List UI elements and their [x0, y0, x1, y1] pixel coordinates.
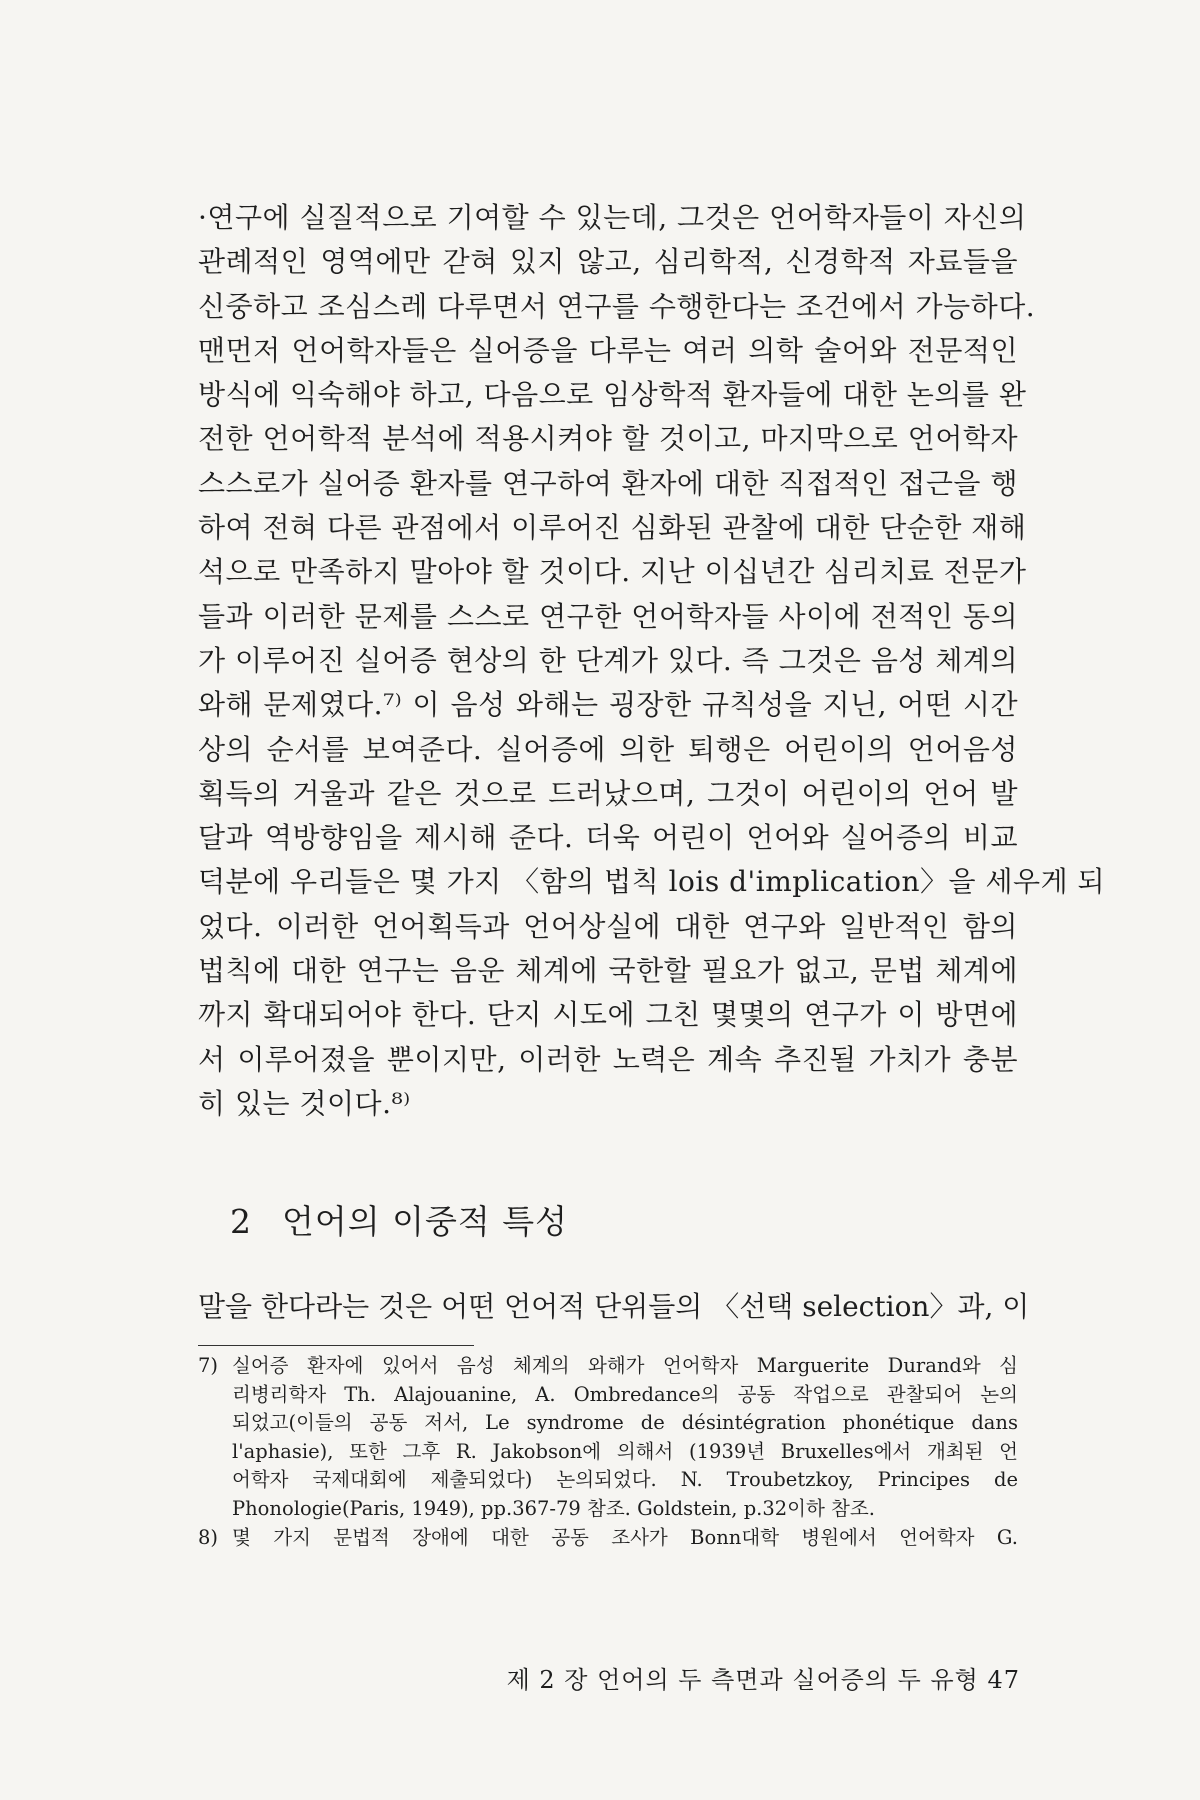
footnote-number: 8): [198, 1525, 219, 1549]
text-line: 달과 역방향임을 제시해 준다. 더욱 어린이 언어와 실어증의 비교: [198, 821, 1018, 855]
text-line: 까지 확대되어야 한다. 단지 시도에 그친 몇몇의 연구가 이 방면에: [198, 998, 1018, 1032]
text-line: ·연구에 실질적으로 기여할 수 있는데, 그것은 언어학자들이 자신의: [198, 201, 1027, 234]
footnote-line: Phonologie(Paris, 1949), pp.367-79 참조. Goldstein, p.32이하 참조.: [232, 1496, 875, 1520]
text-line: 맨먼저 언어학자들은 실어증을 다루는 여러 의학 술어와 전문적인: [198, 333, 1018, 367]
text-line: 들과 이러한 문제를 스스로 연구한 언어학자들 사이에 전적인 동의: [198, 599, 1018, 633]
text-line: 하여 전혀 다른 관점에서 이루어진 심화된 관찰에 대한 단순한 재해: [198, 511, 1027, 545]
footnote-line: 리병리학자 Th. Alajouanine, A. Ombredance의 공동 작업으로 관찰되어 논의: [232, 1382, 1018, 1406]
footnote-line: 어학자 국제대회에 제출되었다) 논의되었다. N. Troubetzkoy, Principes de: [232, 1468, 1018, 1492]
text-line: 석으로 만족하지 말아야 할 것이다. 지난 이십년간 심리치료 전문가: [198, 555, 1027, 589]
text-line: 가 이루어진 실어증 현상의 한 단계가 있다. 즉 그것은 음성 체계의: [198, 643, 1018, 677]
footnote-7: [198, 1352, 1018, 1524]
footnote-divider: [198, 1345, 474, 1346]
text-line: 스스로가 실어증 환자를 연구하여 환자에 대한 직접적인 접근을 행: [198, 466, 1018, 500]
text-line: 와해 문제였다.⁷⁾ 이 음성 와해는 굉장한 규칙성을 지닌, 어떤 시간: [198, 688, 1018, 722]
section-first-line: 말을 한다라는 것은 어떤 언어적 단위들의 〈선택 selection〉과, 이: [198, 1290, 1030, 1323]
text-line: 신중하고 조심스레 다루면서 연구를 수행한다는 조건에서 가능하다.: [198, 289, 1036, 323]
footnote-8: [198, 1524, 1018, 1553]
footnote-line: 되었고(이들의 공동 저서, Le syndrome de désintégration phonétique dans: [232, 1411, 1018, 1435]
running-footer: 제 2 장 언어의 두 측면과 실어증의 두 유형 47: [506, 1666, 1020, 1694]
text-line: 었다. 이러한 언어획득과 언어상실에 대한 연구와 일반적인 함의: [198, 909, 1018, 943]
text-line: 관례적인 영역에만 갇혀 있지 않고, 심리학적, 신경학적 자료들을: [198, 245, 1018, 279]
text-line: 획득의 거울과 같은 것으로 드러났으며, 그것이 어린이의 언어 발: [198, 776, 1018, 810]
section-title: 언어의 이중적 특성: [282, 1202, 569, 1241]
footnotes: [198, 1352, 1018, 1552]
text-line: 법칙에 대한 연구는 음운 체계에 국한할 필요가 없고, 문법 체계에: [198, 954, 1018, 988]
text-line: 덕분에 우리들은 몇 가지 〈함의 법칙 lois d'implication〉을 세우게 되: [198, 865, 1106, 899]
text-line: 히 있는 것이다.⁸⁾: [198, 1086, 411, 1120]
footnote-line: 8) 몇 가지 문법적 장애에 대한 공동 조사가 Bonn대학 병원에서 언어학자 G.: [198, 1524, 1018, 1553]
footnote-line: 7) 실어증 환자에 있어서 음성 체계의 와해가 언어학자 Marguerite Durand와 심: [198, 1352, 1018, 1381]
footnote-line: l'aphasie), 또한 그후 R. Jakobson에 의해서 (1939년 Bruxelles에서 개최된 언: [232, 1439, 1018, 1463]
text-line: 서 이루어졌을 뿐이지만, 이러한 노력은 계속 추진될 가치가 충분: [198, 1042, 1018, 1076]
text-line: 상의 순서를 보여준다. 실어증에 의한 퇴행은 어린이의 언어음성: [198, 732, 1018, 766]
text-line: 방식에 익숙해야 하고, 다음으로 임상학적 환자들에 대한 논의를 완: [198, 378, 1027, 412]
footnote-number: 7): [198, 1354, 219, 1377]
text-line: 전한 언어학적 분석에 적용시켜야 할 것이고, 마지막으로 언어학자: [198, 422, 1018, 456]
section-number: 2: [230, 1202, 252, 1241]
section-heading: [230, 1196, 568, 1243]
body-paragraph: [198, 196, 1106, 1126]
